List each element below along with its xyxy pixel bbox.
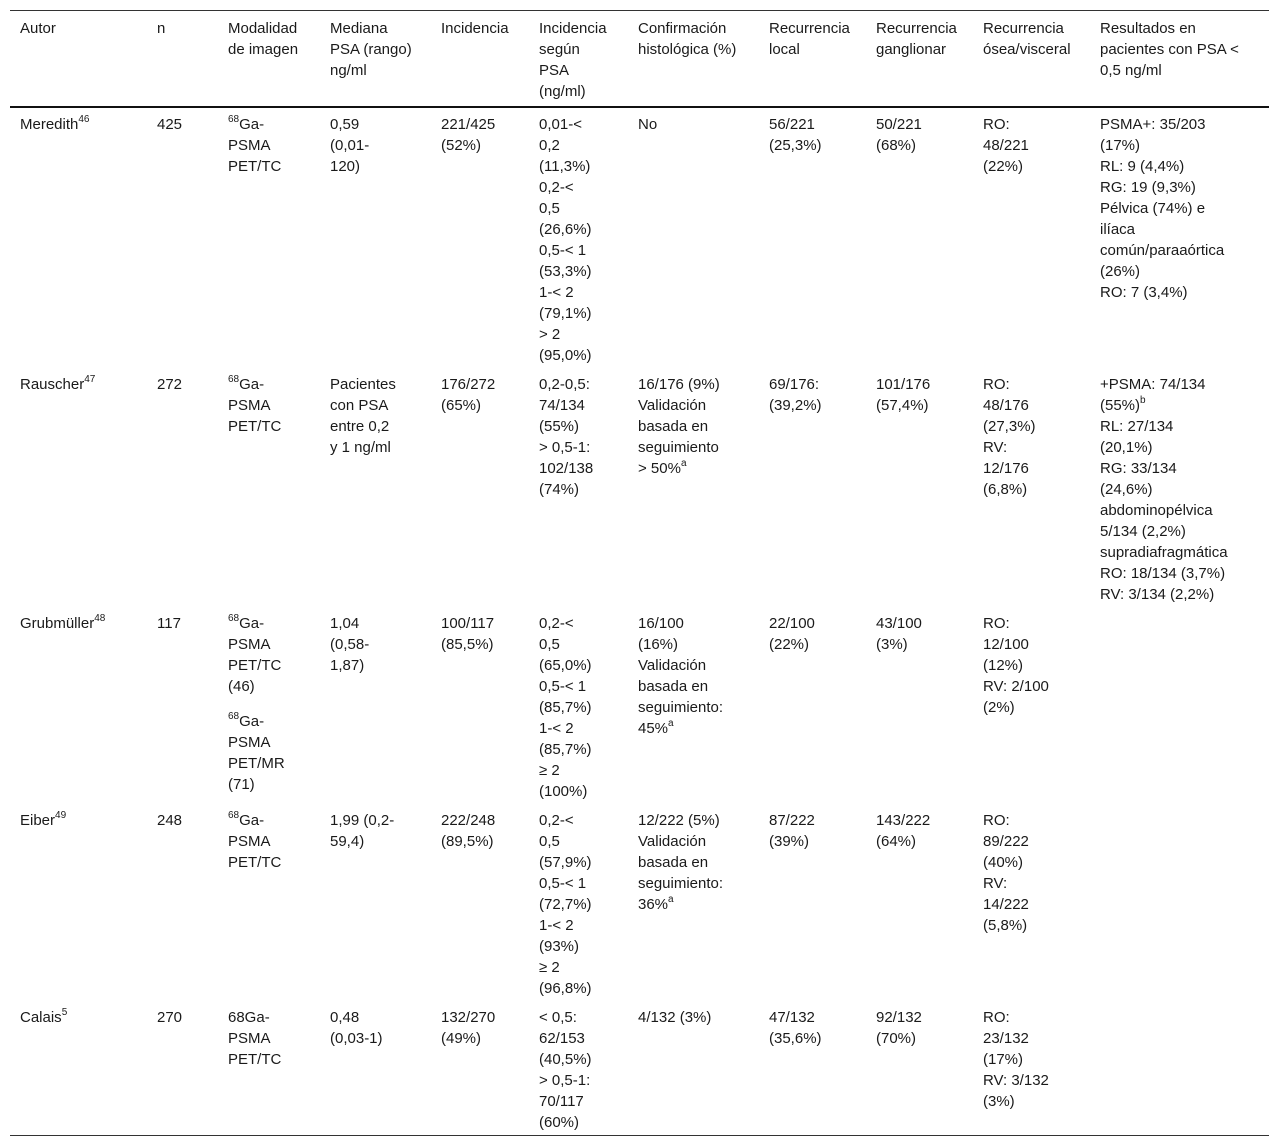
header-row xyxy=(10,11,1269,108)
cell-autor: Meredith$^{46}$ xyxy=(20,114,90,133)
table-row xyxy=(10,804,1269,1001)
table-body xyxy=(10,107,1269,1136)
cell-recurrencia-local: 22/100 (22%) xyxy=(769,615,815,653)
cell-resultados xyxy=(1090,804,1269,1001)
cell-recurrencia-local: 47/132 (35,6%) xyxy=(769,1009,822,1047)
header-incidencia-psa: Incidencia según PSA (ng/ml) xyxy=(539,20,607,100)
header-recurrencia-osea: Recurrencia ósea/visceral xyxy=(983,20,1071,58)
cell-n: 425 xyxy=(157,116,183,133)
footnote-marker: a xyxy=(668,894,674,905)
cell-recurrencia-ganglionar: 50/221 (68%) xyxy=(876,116,922,154)
cell-confirmacion: 4/132 (3%) xyxy=(638,1009,712,1026)
cell-modalidad: $^{68}$Ga- PSMA PET/TC xyxy=(228,114,282,175)
cell-recurrencia-ganglionar: 101/176 (57,4%) xyxy=(876,376,931,414)
cell-n: 248 xyxy=(157,812,183,829)
cell-modalidad: 68Ga- PSMA PET/TC xyxy=(228,1009,282,1068)
cell-incidencia: 222/248 (89,5%) xyxy=(441,812,496,850)
cell-resultados: PSMA+: 35/203 (17%) RL: 9 (4,4%) RG: 19 (9,3%) Pélvica (74%) e ilíaca común/paraaórtica (26%) RO: 7 (3,4%) xyxy=(1100,116,1225,301)
cell-confirmacion: 16/100 (16%) Validación basada en seguimiento: 45%$^a$ xyxy=(638,615,724,737)
cell-confirmacion: 16/176 (9%) Validación basada en seguimiento > 50%$^a$ xyxy=(638,376,720,477)
cell-mediana-psa: 1,99 (0,2- 59,4) xyxy=(330,812,395,850)
header-modalidad: Modalidad de imagen xyxy=(228,20,299,58)
cell-recurrencia-local: 56/221 (25,3%) xyxy=(769,116,822,154)
cell-autor: Grubmüller$^{48}$ xyxy=(20,613,106,632)
cell-recurrencia-ganglionar: 143/222 (64%) xyxy=(876,812,931,850)
table-row xyxy=(10,107,1269,368)
cell-mediana-psa: 1,04 (0,58- 1,87) xyxy=(330,615,370,674)
table-row xyxy=(10,368,1269,607)
reference-number: 47 xyxy=(84,374,96,385)
cell-resultados: +PSMA: 74/134 $(55\%)^b$ RL: 27/134 (20,1%) RG: 33/134 (24,6%) abdominopélvica 5/134 (2,2%) supradiafragmática RO: 18/134 (3,7%) RV: 3/134 (2,2%) xyxy=(1100,376,1228,603)
cell-incidencia: 132/270 (49%) xyxy=(441,1009,496,1047)
cell-confirmacion: 12/222 (5%) Validación basada en seguimiento: 36%$^a$ xyxy=(638,812,724,913)
cell-recurrencia-local: 87/222 (39%) xyxy=(769,812,815,850)
results-table xyxy=(10,10,1269,1136)
cell-n: 270 xyxy=(157,1009,183,1026)
cell-resultados xyxy=(1090,1001,1269,1136)
cell-n: 272 xyxy=(157,376,183,393)
cell-autor: Calais$^5$ xyxy=(20,1007,68,1026)
header-confirmacion: Confirmación histológica (%) xyxy=(638,20,737,58)
footnote-marker: a xyxy=(668,718,674,729)
cell-incidencia-psa: 0,2-< 0,5 (57,9%) 0,5-< 1 (72,7%) 1-< 2 (93%) ≥ 2 (96,8%) xyxy=(539,812,592,997)
cell-recurrencia-osea: RO: 12/100 (12%) RV: 2/100 (2%) xyxy=(983,615,1049,716)
reference-number: 5 xyxy=(61,1007,68,1018)
table-row xyxy=(10,607,1269,804)
cell-recurrencia-ganglionar: 92/132 (70%) xyxy=(876,1009,922,1047)
header-autor: Autor xyxy=(20,20,56,37)
cell-incidencia: 221/425 (52%) xyxy=(441,116,496,154)
reference-number: 49 xyxy=(55,810,67,821)
cell-modalidad: $^{68}$Ga- PSMA PET/TC xyxy=(228,810,282,871)
footnote-marker: a xyxy=(680,458,687,469)
cell-incidencia: 100/117 (85,5%) xyxy=(441,615,495,653)
footnote-marker: b xyxy=(1140,395,1146,406)
table-row xyxy=(10,1001,1269,1136)
cell-n: 117 xyxy=(157,615,181,632)
cell-mediana-psa: Pacientes con PSA entre 0,2 y 1 ng/ml xyxy=(330,376,396,456)
cell-modalidad: $^{68}$Ga- PSMA PET/TC (46) $^{68}$Ga- PSMA PET/MR (71) xyxy=(228,613,285,793)
cell-recurrencia-osea: RO: 23/132 (17%) RV: 3/132 (3%) xyxy=(983,1009,1049,1110)
cell-incidencia: 176/272 (65%) xyxy=(441,376,496,414)
header-n: n xyxy=(157,20,166,37)
cell-incidencia-psa: 0,01-< 0,2 (11,3%) 0,2-< 0,5 (26,6%) 0,5-< 1 (53,3%) 1-< 2 (79,1%) > 2 (95,0%) xyxy=(539,116,592,364)
cell-incidencia-psa: 0,2-< 0,5 (65,0%) 0,5-< 1 (85,7%) 1-< 2 (85,7%) ≥ 2 (100%) xyxy=(539,615,592,800)
cell-autor: Eiber$^{49}$ xyxy=(20,810,67,829)
cell-modalidad: $^{68}$Ga- PSMA PET/TC xyxy=(228,374,282,435)
cell-recurrencia-osea: RO: 48/221 (22%) xyxy=(983,116,1029,175)
cell-resultados xyxy=(1090,607,1269,804)
cell-recurrencia-osea: RO: 89/222 (40%) RV: 14/222 (5,8%) xyxy=(983,812,1029,934)
header-recurrencia-local: Recurrencia local xyxy=(769,20,850,58)
reference-number: 46 xyxy=(78,114,90,125)
reference-number: 48 xyxy=(94,613,106,624)
header-mediana: Mediana PSA (rango) ng/ml xyxy=(330,20,412,79)
cell-incidencia-psa: < 0,5: 62/153 (40,5%) > 0,5-1: 70/117 (60%) xyxy=(539,1009,592,1131)
cell-recurrencia-local: 69/176: (39,2%) xyxy=(769,376,822,414)
cell-recurrencia-ganglionar: 43/100 (3%) xyxy=(876,615,922,653)
cell-incidencia-psa: 0,2-0,5: 74/134 (55%) > 0,5-1: 102/138 (74%) xyxy=(539,376,594,498)
header-recurrencia-ganglionar: Recurrencia ganglionar xyxy=(876,20,957,58)
cell-mediana-psa: 0,48 (0,03-1) xyxy=(330,1009,383,1047)
header-resultados: Resultados en pacientes con PSA < 0,5 ng/ml xyxy=(1100,20,1239,79)
cell-recurrencia-osea: RO: 48/176 (27,3%) RV: 12/176 (6,8%) xyxy=(983,376,1036,498)
cell-confirmacion: No xyxy=(638,116,658,133)
cell-autor: Rauscher$^{47}$ xyxy=(20,374,96,393)
header-incidencia: Incidencia xyxy=(441,20,509,37)
table-container xyxy=(10,10,1269,1136)
cell-mediana-psa: 0,59 (0,01- 120) xyxy=(330,116,370,175)
